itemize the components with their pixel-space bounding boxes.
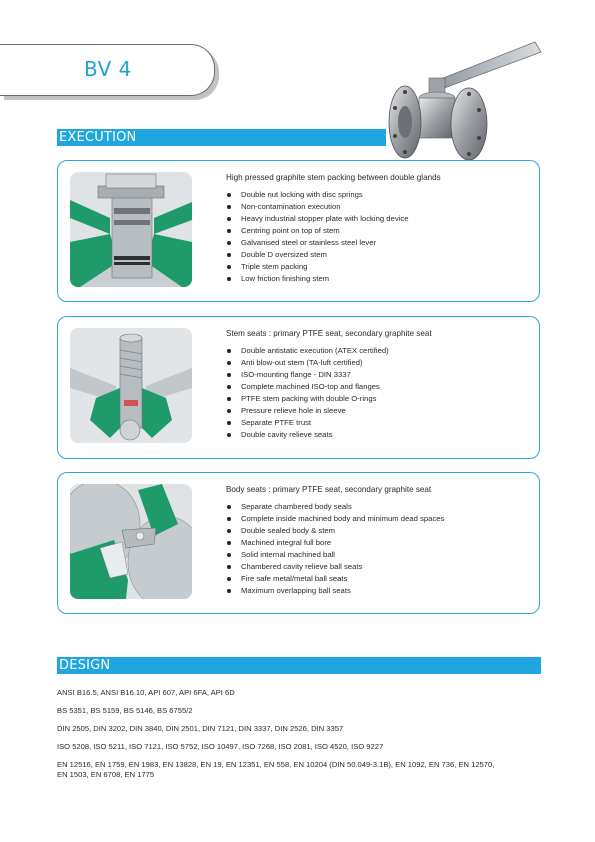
- list-item: ISO-mounting flange - DIN 3337: [226, 369, 531, 381]
- feature-panel-body-seats: [57, 472, 540, 614]
- list-item: Double nut locking with disc springs: [226, 189, 531, 201]
- section-header-execution: EXECUTION: [57, 129, 386, 146]
- list-item: Double sealed body & stem: [226, 525, 531, 537]
- design-standards: [57, 688, 539, 788]
- body-seats-cutaway-image: [70, 484, 192, 599]
- ball-valve-image: [385, 38, 543, 164]
- list-item: Pressure relieve hole in sleeve: [226, 405, 531, 417]
- list-item: Machined integral full bore: [226, 537, 531, 549]
- stem-packing-cutaway-image: [70, 172, 192, 287]
- list-item: Solid internal machined ball: [226, 549, 531, 561]
- list-item: Galvanised steel or stainless steel lever: [226, 237, 531, 249]
- feature-panel-stem-seats: [57, 316, 540, 459]
- list-item: Separate PTFE trust: [226, 417, 531, 429]
- list-item: Double D oversized stem: [226, 249, 531, 261]
- standards-line: ANSI B16.5, ANSI B16.10, API 607, API 6FA, API 6D: [57, 688, 235, 697]
- feature-list: [226, 345, 531, 441]
- list-item: Centring point on top of stem: [226, 225, 531, 237]
- list-item: Fire safe metal/metal ball seats: [226, 573, 531, 585]
- list-item: Heavy industrial stopper plate with locking device: [226, 213, 531, 225]
- list-item: Double antistatic execution (ATEX certified): [226, 345, 531, 357]
- list-item: Double cavity relieve seats: [226, 429, 531, 441]
- list-item: Triple stem packing: [226, 261, 531, 273]
- list-item: Low friction finishing stem: [226, 273, 531, 285]
- list-item: Complete machined ISO-top and flanges: [226, 381, 531, 393]
- feature-list: [226, 189, 531, 285]
- standards-line: EN 12516, EN 1759, EN 1983, EN 13828, EN 19, EN 12351, EN 558, EN 10204 (DIN 50.049-3.1B), EN 1092, EN 736, EN 12570, EN 1503, EN 6708, EN 1775: [57, 760, 495, 779]
- standards-line: ISO 5208, ISO 5211, ISO 7121, ISO 5752, ISO 10497, ISO 7268, ISO 2081, ISO 4520, ISO 9227: [57, 742, 384, 751]
- list-item: Non-contamination execution: [226, 201, 531, 213]
- stem-seats-cutaway-image: [70, 328, 192, 443]
- feature-list: [226, 501, 531, 597]
- list-item: Separate chambered body seals: [226, 501, 531, 513]
- list-item: Complete inside machined body and minimum dead spaces: [226, 513, 531, 525]
- panel-heading: High pressed graphite stem packing between double glands: [226, 173, 441, 182]
- list-item: Chambered cavity relieve ball seats: [226, 561, 531, 573]
- standards-line: BS 5351, BS 5159, BS 5146, BS 6755/2: [57, 706, 193, 715]
- list-item: Maximum overlapping ball seats: [226, 585, 531, 597]
- section-header-design: DESIGN: [57, 657, 541, 674]
- panel-heading: Body seats : primary PTFE seat, secondary graphite seat: [226, 485, 432, 494]
- list-item: PTFE stem packing with double O-rings: [226, 393, 531, 405]
- panel-heading: Stem seats : primary PTFE seat, secondary graphite seat: [226, 329, 432, 338]
- title-tab: [0, 44, 215, 96]
- list-item: Anti blow-out stem (TA-luft certified): [226, 357, 531, 369]
- feature-panel-stem-packing: [57, 160, 540, 302]
- page-title: BV 4: [84, 57, 132, 81]
- standards-line: DIN 2505, DIN 3202, DIN 3840, DIN 2501, DIN 7121, DIN 3337, DIN 2526, DIN 3357: [57, 724, 344, 733]
